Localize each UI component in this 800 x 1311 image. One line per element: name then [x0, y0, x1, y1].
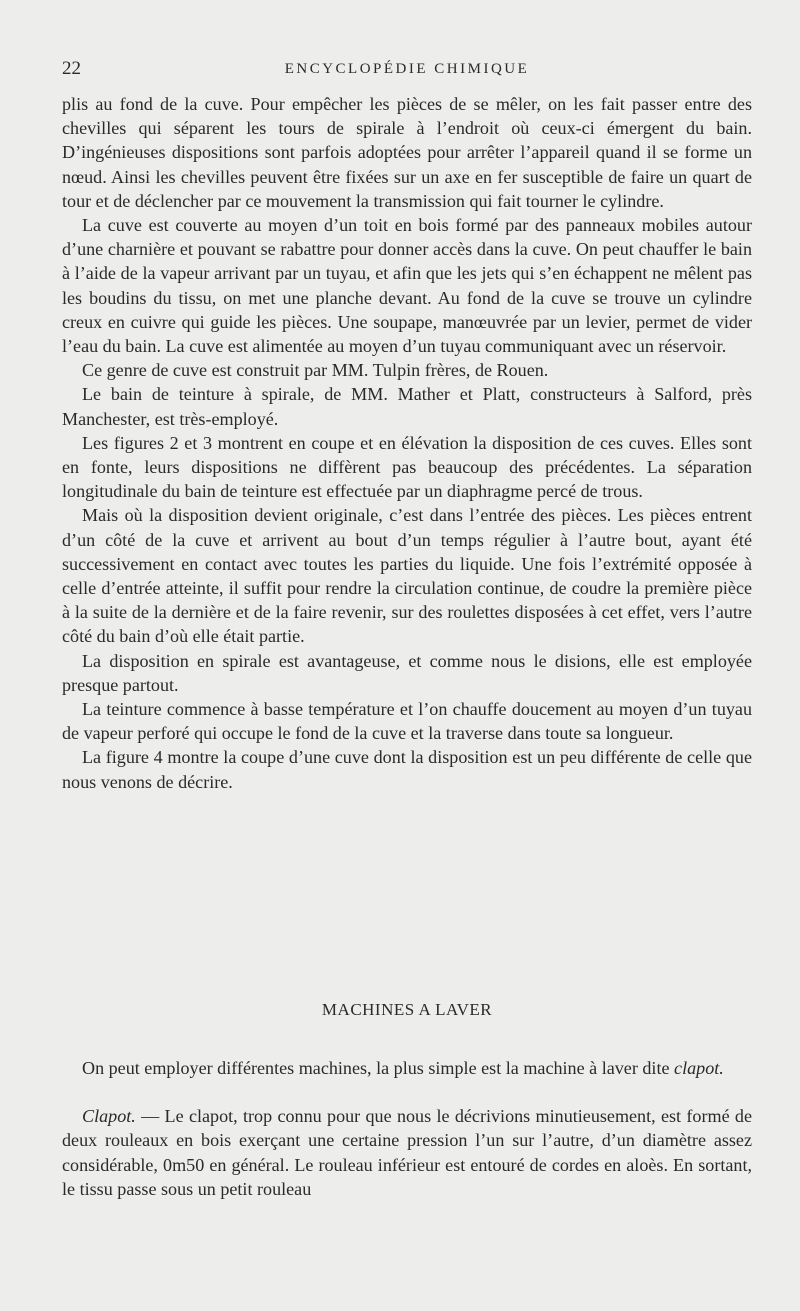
clapot-paragraph	[62, 1104, 752, 1201]
section-intro-text: On peut employer différentes machines, la plus simple est la machine à laver dite	[82, 1058, 675, 1078]
paragraph: La figure 4 montre la coupe d’une cuve dont la disposition est un peu différente de celle que nous venons de décrire.	[62, 747, 752, 792]
section-intro	[62, 1056, 752, 1080]
paragraph: plis au fond de la cuve. Pour empêcher les pièces de se mêler, on les fait passer entre des chevilles qui séparent les tours de spirale à l’endroit où ceux-ci émergent du bain. D’ingénieuses dispositions sont parfois adoptées pour arrêter l’appareil quand il se forme un nœud. Ainsi les chevilles peuvent être fixées sur un axe en fer susceptible de faire un quart de tour et de déclencher par ce mouvement la transmission qui fait tourner le cylindre.	[62, 94, 752, 211]
page-number: 22	[62, 58, 81, 79]
body-text	[62, 92, 752, 794]
clapot-text: — Le clapot, trop connu pour que nous le décrivions minutieusement, est formé de deux rouleaux en bois exerçant une certaine pression l’un sur l’autre, d’un diamètre assez considérable, 0m50 en général. Le rouleau inférieur est entouré de cordes en aloès. En sortant, le tissu passe sous un petit rouleau	[62, 1106, 752, 1199]
paragraph: La cuve est couverte au moyen d’un toit en bois formé par des panneaux mobiles autour d’une charnière et pouvant se rabattre pour donner accès dans la cuve. On peut chauffer le bain à l’aide de la vapeur arrivant par un tuyau, et afin que les jets qui s’en échappent ne mêlent pas les boudins du tissu, on met une planche devant. Au fond de la cuve se trouve un cylindre creux en cuivre qui guide les pièces. Une soupape, manœuvrée par un levier, permet de vider l’eau du bain. La cuve est alimentée au moyen d’un tuyau communiquant avec un réservoir.	[62, 215, 752, 357]
paragraph: Le bain de teinture à spirale, de MM. Mather et Platt, constructeurs à Salford, près Manchester, est très-employé.	[62, 384, 752, 429]
section-body	[62, 1056, 752, 1201]
paragraph: La disposition en spirale est avantageuse, et comme nous le disions, elle est employée presque partout.	[62, 650, 752, 695]
page-header	[62, 58, 752, 84]
section-title: MACHINES A LAVER	[321, 1000, 493, 1019]
paragraph: Les figures 2 et 3 montrent en coupe et en élévation la disposition de ces cuves. Elles sont en fonte, leurs dispositions ne diffèrent pas beaucoup des précédentes. La séparation longitudinale du bain de teinture est effectuée par un diaphragme percé de trous.	[62, 432, 752, 502]
section-intro-italic: clapot.	[674, 1058, 724, 1078]
paragraph: La teinture commence à basse température et l’on chauffe doucement au moyen d’un tuyau de vapeur perforé qui occupe le fond de la cuve et la traverse dans toute sa longueur.	[62, 699, 752, 744]
paragraph: Mais où la disposition devient originale, c’est dans l’entrée des pièces. Les pièces entrent d’un côté de la cuve et arrivent au bout d’un temps régulier à l’autre bout, ayant été successivement en contact avec toutes les parties du liquide. Une fois l’extrémité opposée à celle d’entrée atteinte, il suffit pour rendre la circulation continue, de coudre la première pièce à la suite de la dernière et de la faire revenir, sur des roulettes disposées à cet effet, vers l’autre côté du bain d’où elle était partie.	[62, 505, 752, 647]
clapot-label: Clapot.	[82, 1106, 136, 1127]
running-title: ENCYCLOPÉDIE CHIMIQUE	[284, 61, 530, 77]
paragraph: Ce genre de cuve est construit par MM. Tulpin frères, de Rouen.	[82, 360, 549, 381]
